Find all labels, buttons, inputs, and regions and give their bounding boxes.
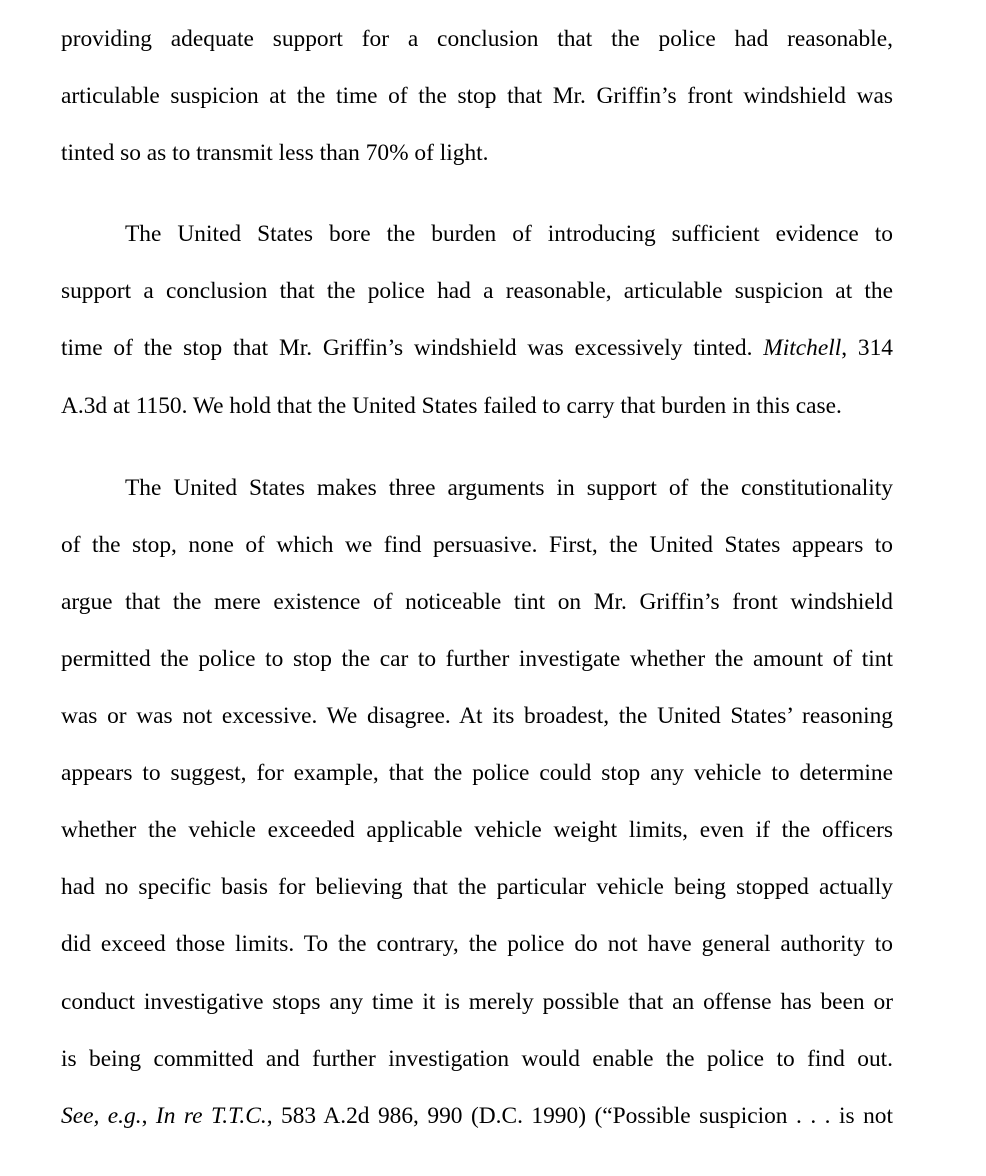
paragraph-2-line-2: support a conclusion that the police had a reasonable, articulable suspicion at the bbox=[61, 278, 893, 305]
citation-reporter-and-parenthetical: , 583 A.2d 986, 990 (D.C. 1990) (“Possible suspicion . . . is not bbox=[266, 1102, 893, 1129]
paragraph-3-line-3: argue that the mere existence of noticeable tint on Mr. Griffin’s front windshield bbox=[61, 588, 893, 615]
paragraph-2-line-3-text: time of the stop that Mr. Griffin’s windshield was excessively tinted. bbox=[61, 335, 764, 362]
paragraph-1-line-3: tinted so as to transmit less than 70% of light. bbox=[61, 140, 489, 167]
document-page bbox=[61, 11, 893, 1145]
paragraph-3 bbox=[61, 460, 893, 1145]
paragraph-3-line-10: conduct investigative stops any time it is merely possible that an offense has been or bbox=[61, 988, 893, 1015]
paragraph-3-line-1: The United States makes three arguments in support of the constitutionality bbox=[125, 474, 893, 501]
paragraph-1 bbox=[61, 11, 893, 182]
paragraph-3-line-9: did exceed those limits. To the contrary, the police do not have general authority to bbox=[61, 931, 893, 958]
paragraph-3-line-4: permitted the police to stop the car to further investigate whether the amount of tint bbox=[61, 645, 893, 672]
paragraph-3-line-7: whether the vehicle exceeded applicable vehicle weight limits, even if the officers bbox=[61, 817, 893, 844]
paragraph-1-line-1: providing adequate support for a conclusion that the police had reasonable, bbox=[61, 26, 893, 52]
citation-signal: See, e.g. bbox=[61, 1102, 142, 1129]
paragraph-3-line-6: appears to suggest, for example, that the police could stop any vehicle to determine bbox=[61, 760, 893, 787]
paragraph-2-line-4: A.3d at 1150. We hold that the United States failed to carry that burden in this case. bbox=[61, 392, 842, 419]
paragraph-3-line-2: of the stop, none of which we find persuasive. First, the United States appears to bbox=[61, 531, 893, 558]
paragraph-3-line-11: is being committed and further investigation would enable the police to find out. bbox=[61, 1045, 893, 1072]
paragraph-2-line-1: The United States bore the burden of introducing sufficient evidence to bbox=[125, 221, 893, 248]
paragraph-2 bbox=[61, 206, 893, 434]
paragraph-3-line-5: was or was not excessive. We disagree. At its broadest, the United States’ reasoning bbox=[61, 703, 893, 730]
paragraph-3-line-8: had no specific basis for believing that the particular vehicle being stopped actually bbox=[61, 874, 893, 901]
paragraph-2-line-3-reporter: , 314 bbox=[841, 335, 893, 362]
case-citation-in-re-ttc: In re T.T.C. bbox=[155, 1102, 267, 1129]
paragraph-2-line-3 bbox=[61, 320, 893, 377]
citation-signal-comma: , bbox=[141, 1102, 156, 1129]
case-citation-mitchell: Mitchell bbox=[763, 335, 842, 362]
paragraph-3-line-12 bbox=[61, 1088, 893, 1145]
paragraph-1-line-2: articulable suspicion at the time of the stop that Mr. Griffin’s front windshield was bbox=[61, 83, 893, 110]
